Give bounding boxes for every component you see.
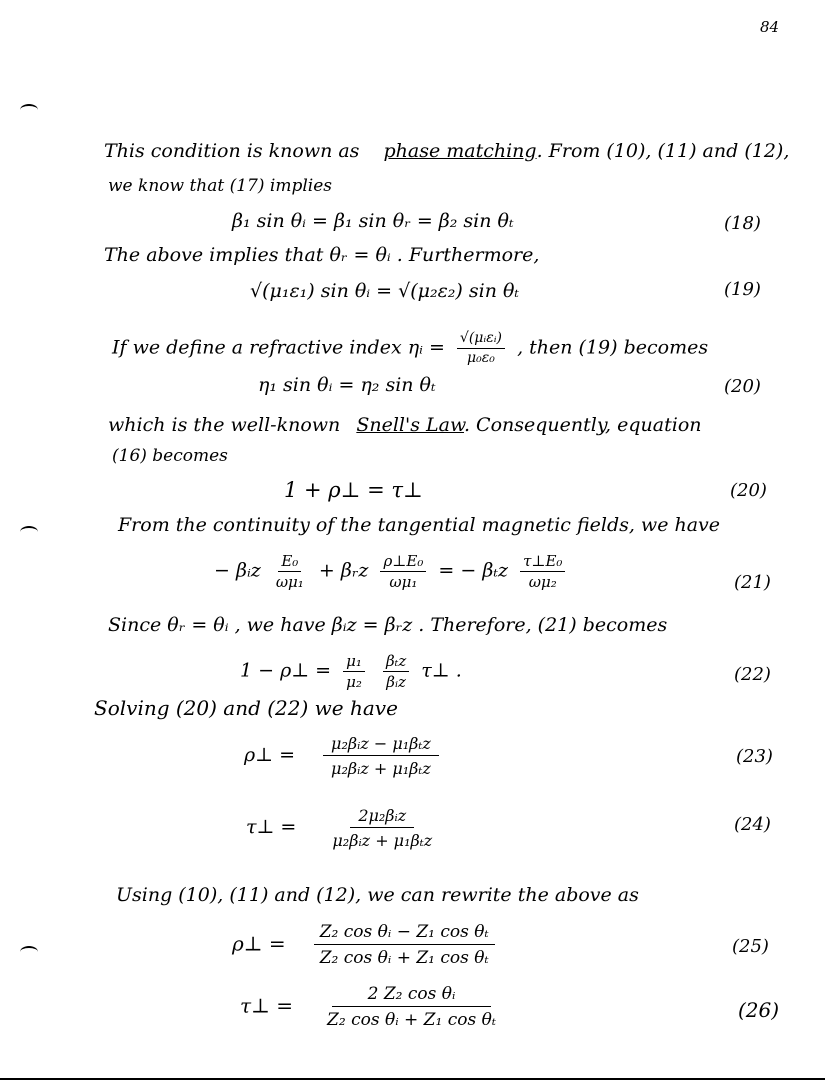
bottom-border-line [0, 1078, 825, 1080]
margin-mark-middle [20, 526, 38, 538]
eq25-den: Z₂ cos θᵢ + Z₁ cos θₜ [319, 948, 489, 969]
equation-25-number: (25) [732, 936, 769, 957]
refractive-index-fraction [457, 330, 505, 367]
eq24-num: 2μ₂βᵢz [350, 806, 414, 828]
equation-22 [240, 652, 462, 691]
text-line-5a: which is the well-known [108, 414, 341, 436]
equation-19: √(μ₁ε₁) sin θᵢ = √(μ₂ε₂) sin θₜ [250, 280, 520, 302]
text-line-4 [112, 330, 708, 367]
eq22-fraction-beta [383, 652, 409, 691]
eq21-fraction-3 [520, 552, 565, 591]
text-line-5c: . Consequently, equation [463, 414, 702, 436]
eq21-fraction-1 [273, 552, 307, 591]
eq22-beta-den: βᵢz [386, 673, 406, 691]
eq22-mu-den: μ₂ [346, 673, 362, 691]
eq21-f2-den: ωμ₁ [389, 573, 418, 591]
equation-20-boundary-number: (20) [730, 480, 767, 501]
eq22-rhs: τ⊥ . [421, 659, 462, 682]
eq23-num: μ₂βᵢz − μ₁βₜz [323, 734, 439, 756]
margin-mark-bottom [20, 946, 38, 958]
text-line-9: Solving (20) and (22) we have [94, 696, 398, 720]
eq24-lhs: τ⊥ = [246, 816, 297, 839]
equation-26 [240, 984, 508, 1031]
equation-18: β₁ sin θᵢ = β₁ sin θᵣ = β₂ sin θₜ [232, 210, 514, 232]
eq22-lhs: 1 − ρ⊥ = [240, 659, 332, 682]
phase-matching-term: phase matching [383, 140, 537, 162]
equation-23-number: (23) [736, 746, 773, 767]
text-line-7: From the continuity of the tangential magnetic fields, we have [118, 514, 721, 536]
text-line-8: Since θᵣ = θᵢ , we have βᵢz = βᵣz . Therefore, (21) becomes [108, 614, 668, 636]
equation-25 [232, 922, 501, 969]
text-line-4a: If we define a refractive index ηᵢ = [112, 336, 445, 359]
text-line-4b: , then (19) becomes [517, 336, 709, 359]
equation-24 [246, 806, 446, 850]
eq23-den: μ₂βᵢz + μ₁βₜz [331, 759, 431, 779]
snells-law-term: Snell's Law [356, 414, 464, 436]
eq24-fraction [324, 806, 440, 850]
refractive-index-denominator: μ₀ε₀ [467, 349, 495, 366]
eq21-f2-num: ρ⊥E₀ [380, 552, 426, 572]
equation-24-number: (24) [734, 814, 771, 835]
eq24-den: μ₂βᵢz + μ₁βₜz [332, 831, 433, 851]
equation-26-number: (26) [738, 998, 780, 1022]
text-line-1 [104, 140, 789, 163]
equation-21-number: (21) [734, 572, 771, 593]
eq21-term3-coef: = − βₜz [438, 559, 509, 582]
equation-18-number: (18) [724, 213, 761, 234]
eq21-term2-coef: + βᵣz [318, 559, 369, 582]
equation-21 [214, 552, 571, 591]
equation-19-number: (19) [724, 279, 761, 300]
refractive-index-numerator: √(μᵢεᵢ) [457, 330, 505, 349]
eq21-term1-coef: − βᵢz [214, 559, 261, 582]
eq21-f1-num: E₀ [278, 552, 301, 572]
text-line-1c: . From (10), (11) and (12), [536, 140, 790, 162]
page-number: 84 [760, 18, 780, 36]
eq26-num: 2 Z₂ cos θᵢ [332, 984, 492, 1007]
eq21-fraction-2 [380, 552, 426, 591]
eq25-fraction [314, 922, 495, 969]
eq21-f3-den: ωμ₂ [528, 573, 557, 591]
eq26-lhs: τ⊥ = [240, 993, 293, 1018]
equation-20-boundary: 1 + ρ⊥ = τ⊥ [284, 478, 423, 502]
eq26-fraction [321, 984, 502, 1031]
text-line-6: (16) becomes [112, 446, 228, 466]
equation-20-snell-number: (20) [724, 376, 761, 397]
eq25-num: Z₂ cos θᵢ − Z₁ cos θₜ [314, 922, 495, 945]
text-line-5 [108, 414, 702, 437]
equation-22-number: (22) [734, 664, 771, 685]
eq22-mu-num: μ₁ [343, 652, 365, 672]
margin-mark-top [20, 104, 38, 116]
equation-23 [244, 734, 445, 778]
eq25-lhs: ρ⊥ = [232, 931, 286, 956]
eq26-den: Z₂ cos θᵢ + Z₁ cos θₜ [327, 1010, 497, 1031]
text-line-2: we know that (17) implies [108, 176, 333, 196]
text-line-10: Using (10), (11) and (12), we can rewrite the above as [116, 884, 639, 906]
eq22-beta-num: βₜz [383, 652, 409, 672]
text-line-3: The above implies that θᵣ = θᵢ . Furthermore, [104, 244, 540, 266]
eq23-fraction [323, 734, 439, 778]
text-line-1a: This condition is known as [104, 140, 360, 162]
eq21-f3-num: τ⊥E₀ [520, 552, 565, 572]
eq21-f1-den: ωμ₁ [275, 573, 304, 591]
equation-20-snell: η₁ sin θᵢ = η₂ sin θₜ [258, 374, 436, 396]
eq23-lhs: ρ⊥ = [244, 744, 295, 767]
eq22-fraction-mu [343, 652, 365, 691]
